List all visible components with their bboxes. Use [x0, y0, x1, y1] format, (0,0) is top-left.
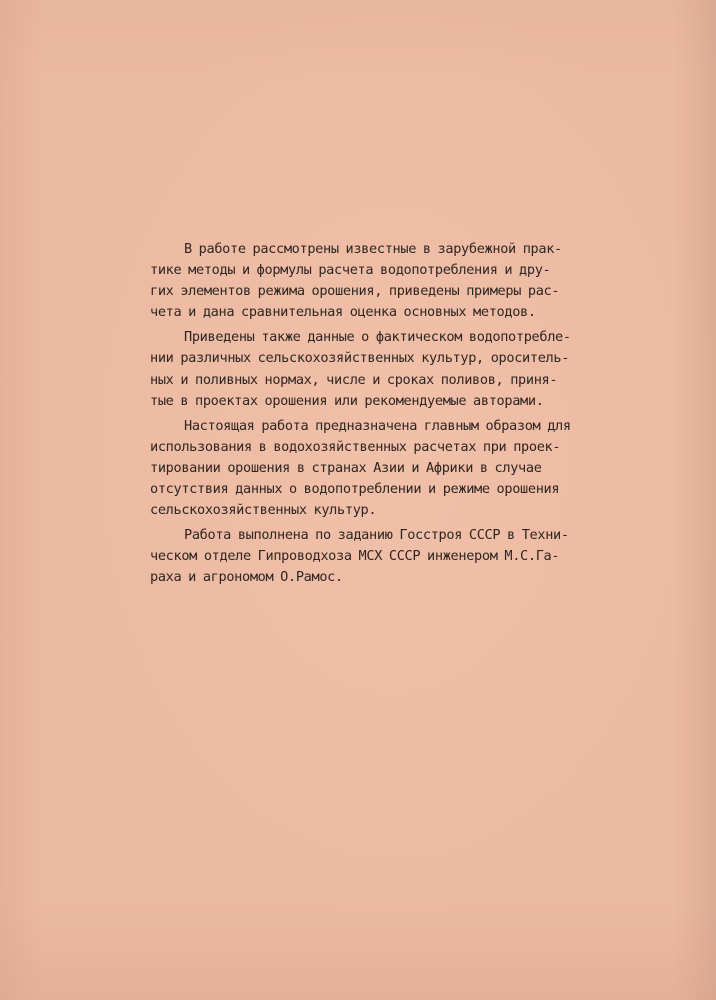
- text-line: тые в проектах орошения или рекомендуемые авторами.: [150, 392, 544, 409]
- text-line: нии различных сельскохозяйственных культур, ороситель-: [150, 350, 570, 367]
- text-line: тике методы и формулы расчета водопотребления и дру-: [150, 262, 551, 279]
- text-line: Настоящая работа предназначена главным образом для: [184, 417, 571, 434]
- paragraph-1: [150, 239, 680, 323]
- text-line: сельскохозяйственных культур.: [150, 502, 377, 519]
- text-line: чета и дана сравнительная оценка основных методов.: [150, 304, 536, 321]
- paragraph-2: [150, 327, 680, 411]
- paragraph-4: [150, 525, 680, 588]
- text-line: гих элементов режима орошения, приведены примеры рас-: [150, 283, 560, 300]
- text-line: Работа выполнена по заданию Госстроя СССР в Техни-: [184, 527, 569, 544]
- text-line: Приведены также данные о фактическом водопотребле-: [184, 329, 571, 346]
- text-line: В работе рассмотрены известные в зарубежной прак-: [184, 241, 562, 257]
- text-line: раха и агрономом О.Рамос.: [150, 569, 343, 586]
- text-line: тировании орошения в странах Азии и Африки в случае: [150, 459, 542, 476]
- typed-text-block: [150, 239, 680, 589]
- paragraph-3: [150, 416, 680, 521]
- text-line: ных и поливных нормах, числе и сроках поливов, приня-: [150, 371, 558, 388]
- text-line: отсутствия данных о водопотреблении и режиме орошения: [150, 481, 560, 498]
- text-line: ческом отделе Гипроводхоза МСХ СССР инженером М.С.Га-: [150, 548, 560, 565]
- text-line: использования в водохозяйственных расчетах при проек-: [150, 438, 561, 455]
